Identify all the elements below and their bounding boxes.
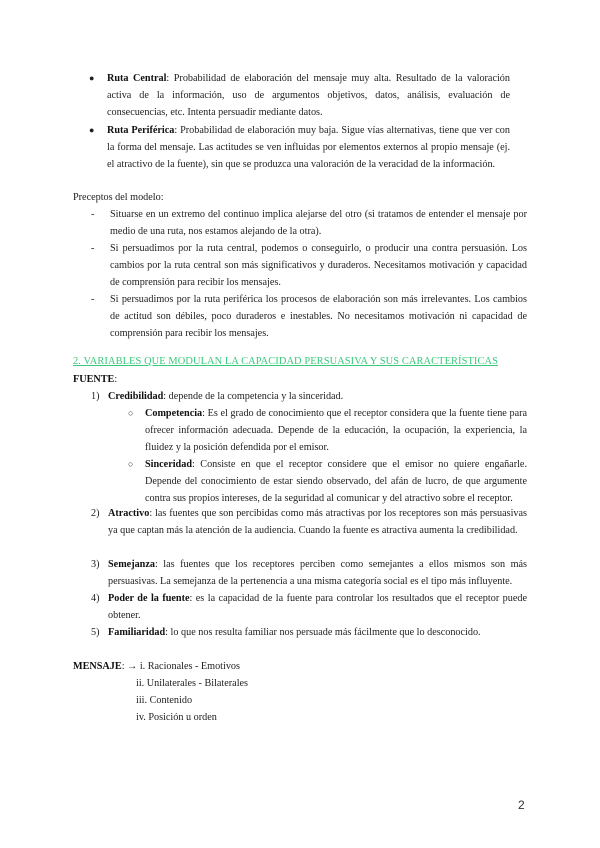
precept-text: Situarse en un extremo del continuo implica alejarse del otro (si tratamos de entender el mensaje por medio de una ruta, nos estamos alejando de la otra).: [110, 209, 527, 237]
circle-bullet-icon: ○: [128, 408, 134, 418]
sub-item-sinceridad: ○ Sinceridad: Consiste en que el receptor considere que el emisor no quiere engañarle. Depende del conocimiento de estar siendo observado, del afán de lucro, de que argumente contra sus propios intereses, de la seguridad al comunicar y del atractivo sobre el receptor.: [128, 456, 527, 507]
text-ruta-central: : Probabilidad de elaboración del mensaje muy alta. Resultado de la valoración activa de la información, uso de argumentos objetivos, datos, análisis, evaluación de consecuencias, etc. Intenta persuadir mediante datos.: [107, 73, 510, 118]
mensaje-line: ii. Unilaterales - Bilaterales: [136, 678, 249, 689]
page-number: 2: [518, 798, 525, 812]
mensaje-line: i. Racionales - Emotivos: [139, 661, 240, 672]
precept-item: - Si persuadimos por la ruta central, podemos o conseguirlo, o producir una contra persuasión. Los cambios por la ruta central son más significativos y duraderos. Necesitamos motivación y capacidad de comprensión para recibir los mensajes.: [91, 240, 527, 291]
term-ruta-central: Ruta Central: [107, 73, 167, 84]
mensaje-label: MENSAJE: → i. Racionales - Emotivos: [73, 661, 240, 672]
bullet-icon: ●: [89, 125, 95, 135]
precept-item: - Situarse en un extremo del continuo implica alejarse del otro (si tratamos de entender el mensaje por medio de una ruta, nos estamos alejando de la otra).: [91, 206, 527, 240]
precepts-title: Preceptos del modelo:: [73, 192, 164, 203]
bullet-icon: ●: [89, 73, 95, 83]
fuente-item-atractivo: 2) Atractivo: las fuentes que son percibidas como más atractivas por los receptores son más persuasivas ya que captan más la atención de la audiencia. Cuando la fuente es atractiva aumenta la credibilidad.: [91, 508, 527, 536]
sub-item-competencia: ○ Competencia: Es el grado de conocimiento que el receptor considera que la fuente tiene para ofrecer información adecuada. Depende de la educación, la ocupación, la experiencia, la fluidez y la posición defendida por el emisor.: [128, 405, 527, 456]
fuente-item-poder: 4) Poder de la fuente: es la capacidad de la fuente para controlar los resultados que el receptor puede obtener.: [91, 593, 527, 621]
precept-text: Si persuadimos por la ruta periférica los procesos de elaboración son más irrelevantes. Los cambios de actitud son débiles, poco duraderos e inestables. No necesitamos motivación ni capacidad de comprensión para recibir los mensajes.: [110, 294, 527, 339]
section-heading[interactable]: 2. VARIABLES QUE MODULAN LA CAPACIDAD PERSUASIVA Y SUS CARACTERÍSTICAS: [73, 356, 498, 367]
precept-text: Si persuadimos por la ruta central, podemos o conseguirlo, o producir una contra persuasión. Los cambios por la ruta central son más significativos y duraderos. Necesitamos motivación y capacidad de comprensión para recibir los mensajes.: [110, 243, 527, 288]
fuente-item-semejanza: 3) Semejanza: las fuentes que los receptores perciben como semejantes a ellos mismos son más persuasivas. La semejanza de la pertenencia a una misma categoría social es el tipo más influyente.: [91, 559, 527, 587]
bullet-ruta-central: [90, 70, 510, 121]
bullet-ruta-periferica: [90, 122, 510, 173]
fuente-item-familiaridad: 5) Familiaridad: lo que nos resulta familiar nos persuade más fácilmente que lo desconocido.: [91, 627, 481, 638]
mensaje-line: iv. Posición u orden: [136, 712, 217, 723]
text-ruta-periferica: : Probabilidad de elaboración muy baja. Sigue vías alternativas, tiene que ver con la forma del mensaje. Las actitudes se ven influidas por elementos externos al propio mensaje (ej. el atractivo de la fuente), sin que se produzca una valoración de la veracidad de la información.: [107, 125, 510, 170]
circle-bullet-icon: ○: [128, 459, 134, 469]
precept-item: - Si persuadimos por la ruta periférica los procesos de elaboración son más irrelevantes. Los cambios de actitud son débiles, poco duraderos e inestables. No necesitamos motivación ni capacidad de comprensión para recibir los mensajes.: [91, 291, 527, 342]
term-ruta-periferica: Ruta Periférica: [107, 125, 175, 136]
fuente-item-credibilidad: 1) Credibilidad: depende de la competencia y la sinceridad.: [91, 391, 344, 402]
mensaje-line: iii. Contenido: [136, 695, 193, 706]
fuente-label: FUENTE:: [73, 374, 118, 385]
